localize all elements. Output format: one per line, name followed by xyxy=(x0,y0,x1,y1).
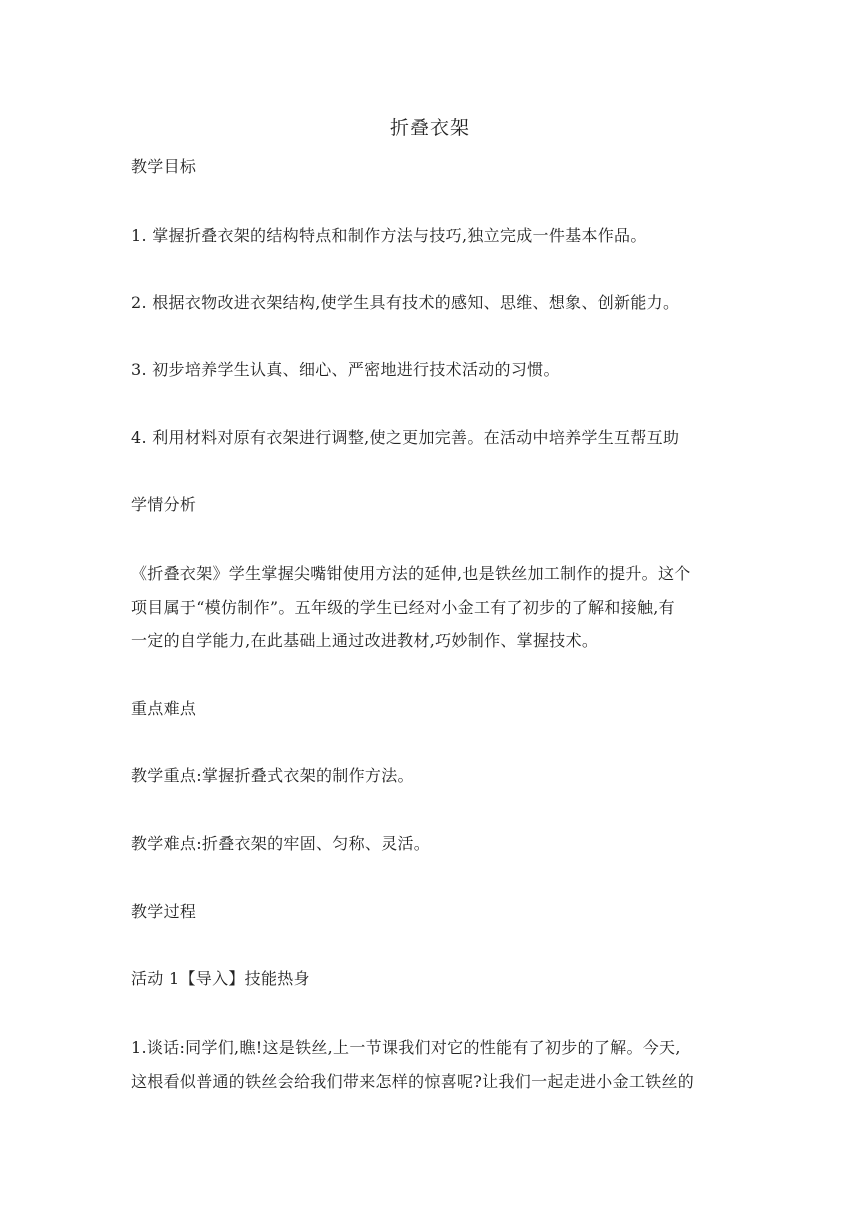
section-heading-process: 教学过程 xyxy=(131,902,197,921)
key-point-text: 教学重点:掌握折叠式衣架的制作方法。 xyxy=(131,766,414,785)
activity-line-1: 1.谈话:同学们,瞧!这是铁丝,上一节课我们对它的性能有了初步的了解。今天, xyxy=(131,1038,681,1057)
objective-item-2: 2. 根据衣物改进衣架结构,使学生具有技术的感知、思维、想象、创新能力。 xyxy=(131,293,680,312)
analysis-line-3: 一定的自学能力,在此基础上通过改进教材,巧妙制作、掌握技术。 xyxy=(131,631,599,650)
difficulty-text: 教学难点:折叠衣架的牢固、匀称、灵活。 xyxy=(131,834,431,853)
document-title: 折叠衣架 xyxy=(389,117,470,139)
section-heading-analysis: 学情分析 xyxy=(131,495,197,514)
section-heading-keypoints: 重点难点 xyxy=(131,699,197,718)
analysis-line-2: 项目属于“模仿制作”。五年级的学生已经对小金工有了初步的了解和接触,有 xyxy=(131,598,675,617)
section-heading-objectives: 教学目标 xyxy=(131,157,197,176)
objective-item-4: 4. 利用材料对原有衣架进行调整,使之更加完善。在活动中培养学生互帮互助 xyxy=(131,428,680,447)
activity-title: 活动 1【导入】技能热身 xyxy=(131,969,310,988)
objective-item-3: 3. 初步培养学生认真、细心、严密地进行技术活动的习惯。 xyxy=(131,360,560,379)
analysis-line-1: 《折叠衣架》学生掌握尖嘴钳使用方法的延伸,也是铁丝加工制作的提升。这个 xyxy=(131,564,691,583)
objective-item-1: 1. 掌握折叠衣架的结构特点和制作方法与技巧,独立完成一件基本作品。 xyxy=(131,226,647,245)
activity-line-2: 这根看似普通的铁丝会给我们带来怎样的惊喜呢?让我们一起走进小金工铁丝的 xyxy=(131,1072,695,1091)
